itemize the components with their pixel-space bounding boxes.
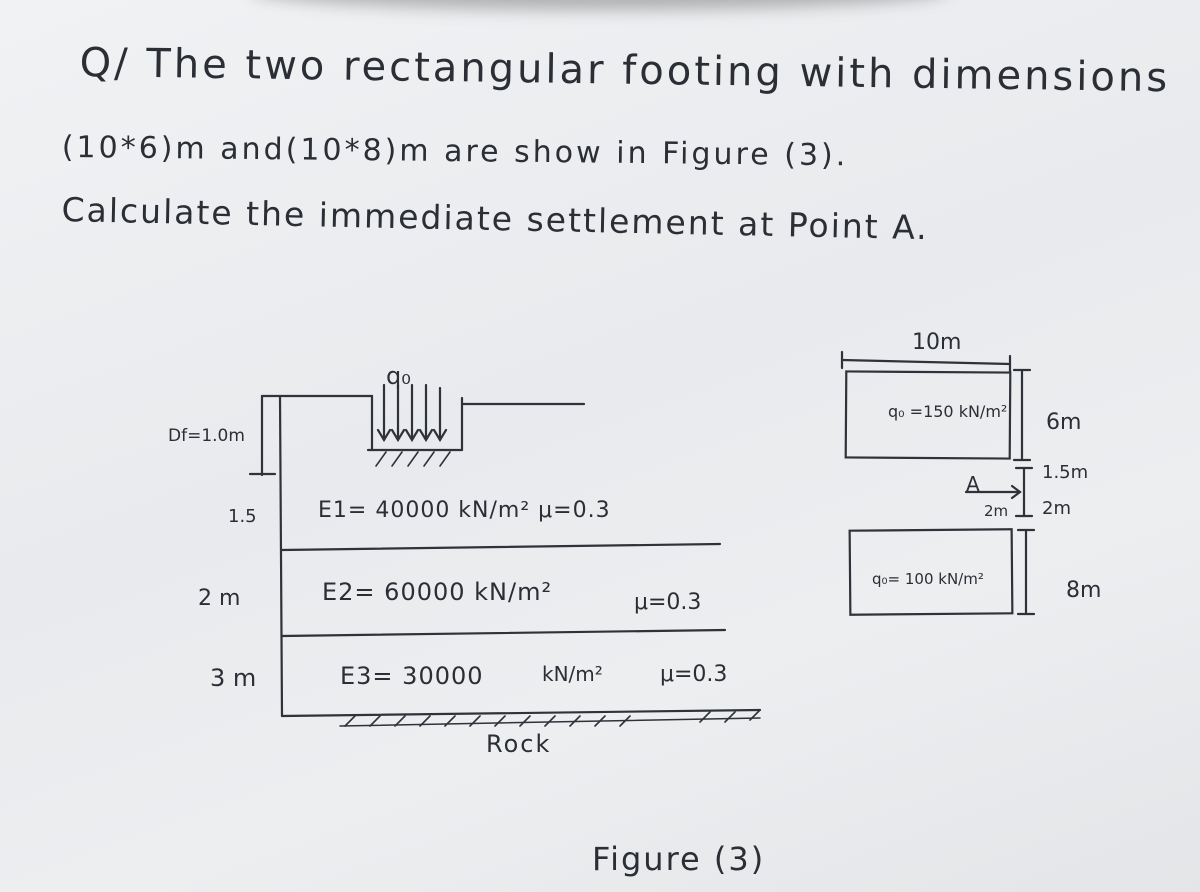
depth-3-label: 3 m: [210, 664, 257, 692]
layer3-unit: kN/m²: [542, 662, 603, 686]
layer3-poisson: μ=0.3: [660, 662, 728, 687]
gap-label: 1.5m: [1042, 462, 1089, 483]
footing2-length-label: 8m: [1066, 578, 1102, 603]
layer1-properties: E1= 40000 kN/m² μ=0.3: [318, 498, 611, 523]
rock-label: Rock: [486, 730, 552, 758]
footing1-load-label: q₀ =150 kN/m²: [888, 402, 1008, 421]
question-line-3: Calculate the immediate settlement at Point A.: [61, 190, 930, 248]
layer2-properties: E2= 60000 kN/m²: [322, 578, 553, 606]
width-dimension-line: [842, 360, 1010, 364]
footing2-load-label: q₀= 100 kN/m²: [872, 570, 984, 588]
point-a-offset-label: 2m: [984, 502, 1009, 520]
layer3-modulus: E3= 30000: [340, 662, 484, 690]
footing1-length-label: 6m: [1046, 410, 1082, 435]
plan-width-label: 10m: [912, 330, 962, 355]
figure-caption: Figure (3): [592, 840, 766, 878]
depth-1-label: 1.5: [228, 506, 257, 527]
q0-label: q₀: [386, 362, 411, 390]
df-label: Df=1.0m: [168, 426, 245, 446]
question-line-1: Q/ The two rectangular footing with dimensions: [79, 40, 1171, 102]
point-a-label: A: [966, 472, 980, 496]
layer2-poisson: μ=0.3: [634, 590, 702, 615]
question-line-2: (10*6)m and(10*8)m are show in Figure (3).: [61, 130, 849, 174]
depth-2-label: 2 m: [198, 586, 241, 611]
point-a-vertical-offset-label: 2m: [1042, 498, 1071, 519]
